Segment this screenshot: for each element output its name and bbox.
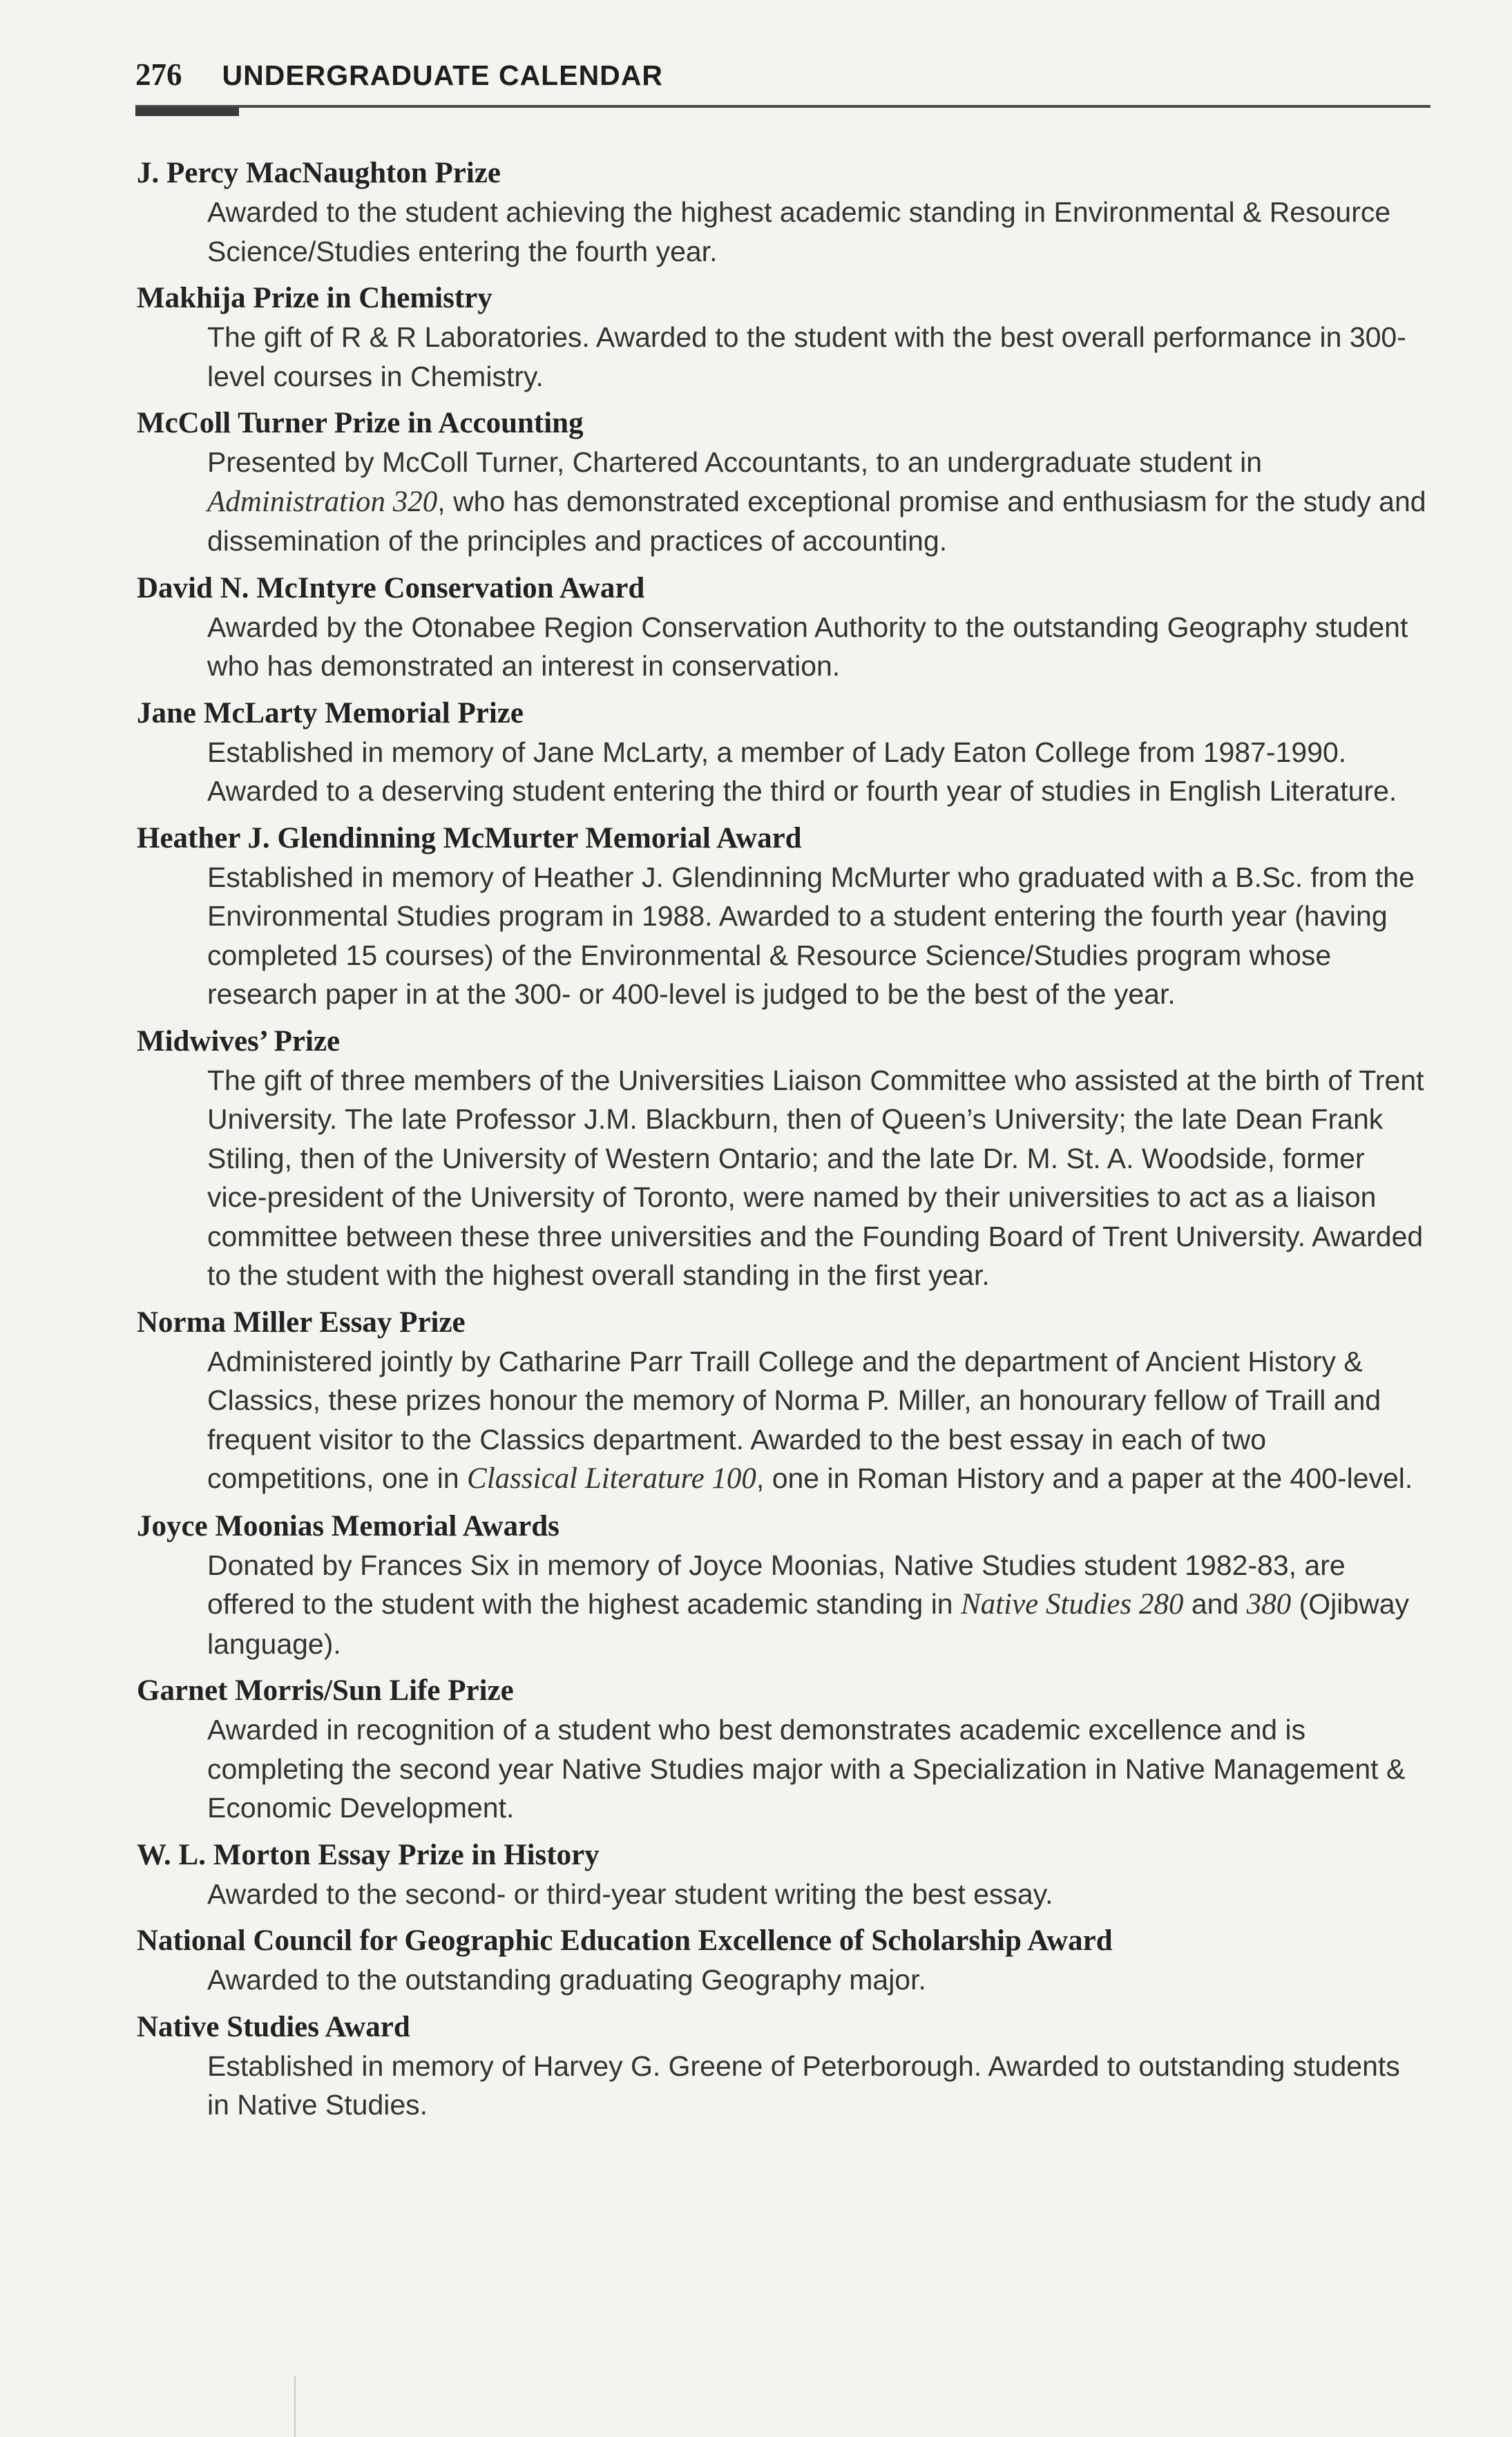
award-title: Heather J. Glendinning McMurter Memorial Award	[137, 821, 802, 854]
course-name: Classical Literature 100	[467, 1462, 756, 1495]
award-entry	[137, 1507, 1428, 1664]
award-title: Makhija Prize in Chemistry	[137, 282, 492, 314]
award-entry	[137, 819, 1428, 1014]
award-list	[137, 153, 1428, 2132]
award-description: Awarded in recognition of a student who best demonstrates academic excellence and is completing the second year Native Studies major with a Specialization in Native Management & Economic Development.	[207, 1714, 1406, 1824]
award-description: Established in memory of Harvey G. Greene of Peterborough. Awarded to outstanding students in Native Studies.	[207, 2049, 1400, 2121]
award-description: Presented by McColl Turner, Chartered Accountants, to an undergraduate student in Administration 320, who has demonstrated exceptional promise and enthusiasm for the study and dissemination of the principles and practices of accounting.	[207, 446, 1426, 557]
header-rule	[135, 105, 1430, 108]
award-description: Awarded to the second- or third-year student writing the best essay.	[207, 1877, 1053, 1910]
header-rule-accent	[135, 107, 239, 116]
award-title: Midwives’ Prize	[137, 1024, 341, 1058]
award-entry	[137, 568, 1428, 686]
award-title: National Council for Geographic Education Excellence of Scholarship Award	[137, 1924, 1113, 1957]
award-entry	[137, 1921, 1428, 2000]
running-title: UNDERGRADUATE CALENDAR	[222, 59, 664, 91]
award-title: David N. McIntyre Conservation Award	[137, 571, 645, 604]
award-description: Awarded to the student achieving the highest academic standing in Environmental & Resource Science/Studies entering the fourth year.	[207, 196, 1391, 267]
page-number: 276	[135, 57, 182, 92]
award-title: Native Studies Award	[137, 2010, 410, 2043]
award-entry	[137, 1022, 1428, 1295]
award-description: Awarded to the outstanding graduating Geography major.	[207, 1964, 926, 1996]
award-entry	[137, 2007, 1428, 2125]
award-description: Established in memory of Heather J. Glendinning McMurter who graduated with a B.Sc. from the Environmental Studies program in 1988. Awarded to a student entering the fourth year (having completed 15 courses) of the Environmental & Resource Science/Studies program whose research paper in at the 300- or 400-level is judged to be the best of the year.	[207, 861, 1415, 1010]
award-title: Joyce Moonias Memorial Awards	[137, 1509, 559, 1542]
award-title: Jane McLarty Memorial Prize	[137, 696, 524, 729]
award-entry	[137, 278, 1428, 396]
course-name: 380	[1246, 1588, 1292, 1621]
award-title: McColl Turner Prize in Accounting	[137, 407, 584, 439]
course-name: Administration 320	[207, 485, 438, 518]
award-title: Garnet Morris/Sun Life Prize	[137, 1674, 514, 1707]
course-name: Native Studies 280	[961, 1588, 1184, 1621]
award-entry	[137, 153, 1428, 271]
award-description: Established in memory of Jane McLarty, a member of Lady Eaton College from 1987-1990. Awarded to a deserving student entering the third or fourth year of studies in English Literature.	[207, 736, 1397, 807]
award-entry	[137, 1303, 1428, 1499]
award-entry	[137, 1671, 1428, 1828]
award-description: The gift of R & R Laboratories. Awarded to the student with the best overall performance in 300-level courses in Chemistry.	[207, 321, 1406, 392]
award-entry	[137, 1835, 1428, 1914]
award-title: W. L. Morton Essay Prize in History	[137, 1838, 600, 1871]
award-title: Norma Miller Essay Prize	[137, 1306, 466, 1339]
award-description: The gift of three members of the Universities Liaison Committee who assisted at the birth of Trent University. The late Professor J.M. Blackburn, then of Queen’s University; the late Dean Frank Stiling, then of the University of Western Ontario; and the late Dr. M. St. A. Woodside, former vice-president of the University of Toronto, were named by their universities to act as a liaison committee between these three universities and the Founding Board of Trent University. Awarded to the student with the highest overall standing in the first year.	[207, 1064, 1424, 1291]
page-header	[135, 57, 663, 93]
award-description: Donated by Frances Six in memory of Joyce Moonias, Native Studies student 1982-83, are offered to the student with the highest academic standing in Native Studies 280 and 380 (Ojibway language).	[207, 1549, 1410, 1660]
award-description: Administered jointly by Catharine Parr Traill College and the department of Ancient History & Classics, these prizes honour the memory of Norma P. Miller, an honourary fellow of Traill and frequent visitor to the Classics department. Awarded to the best essay in each of two competitions, one in Classical Literature 100, one in Roman History and a paper at the 400-level.	[207, 1345, 1413, 1495]
award-entry	[137, 403, 1428, 561]
award-description: Awarded by the Otonabee Region Conservation Authority to the outstanding Geography student who has demonstrated an interest in conservation.	[207, 611, 1408, 682]
scan-mark	[294, 2376, 296, 2437]
award-title: J. Percy MacNaughton Prize	[137, 157, 501, 189]
award-entry	[137, 694, 1428, 811]
